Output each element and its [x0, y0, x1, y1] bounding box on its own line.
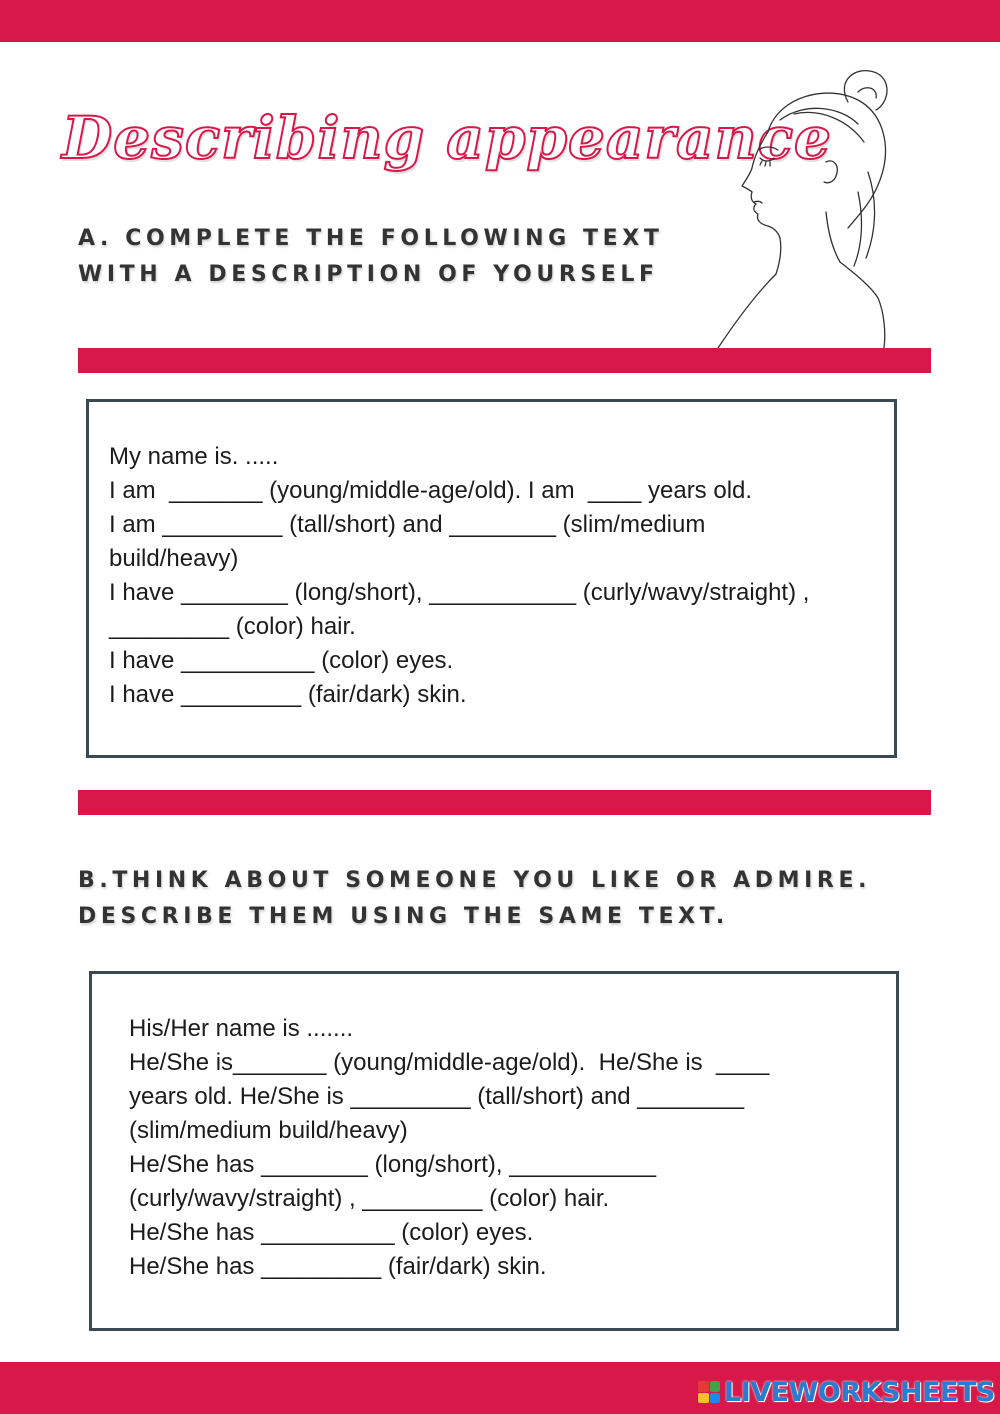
divider-band-1 [78, 348, 931, 373]
divider-band-2 [78, 790, 931, 815]
section-a-line: build/heavy) [109, 545, 239, 572]
section-b-line: He/She has _________ (fair/dark) skin. [129, 1253, 547, 1280]
section-b-line: He/She is_______ (young/middle-age/old). He/She is ____ [129, 1049, 770, 1076]
section-a-line: I have __________ (color) eyes. [109, 647, 454, 674]
section-a-line: I have _________ (fair/dark) skin. [109, 681, 467, 708]
section-a-heading-line1: A. COMPLETE THE FOLLOWING TEXT [78, 226, 664, 251]
section-a-line: My name is. ..... [109, 443, 279, 470]
section-b-line: (curly/wavy/straight) , _________ (color) hair. [129, 1185, 610, 1212]
liveworksheets-logo-text: LIVEWORKSHEETS [724, 1376, 995, 1408]
section-a-line: I have ________ (long/short), ___________ (curly/wavy/straight) , [109, 579, 810, 606]
top-band [0, 0, 1000, 42]
section-a-heading [78, 221, 663, 293]
section-b-line: (slim/medium build/heavy) [129, 1117, 408, 1144]
section-a-text-box [86, 399, 897, 758]
page-title: Describing appearance [62, 104, 832, 172]
section-b-line: His/Her name is ....... [129, 1015, 354, 1042]
liveworksheets-logo-icon [698, 1381, 720, 1403]
section-b-heading-line1: B.THINK ABOUT SOMEONE YOU LIKE OR ADMIRE. [78, 868, 872, 893]
section-a-line: _________ (color) hair. [109, 613, 356, 640]
section-b-text-box [89, 971, 899, 1331]
section-b-line: He/She has __________ (color) eyes. [129, 1219, 534, 1246]
section-b-line: He/She has ________ (long/short), ___________ [129, 1151, 657, 1178]
liveworksheets-logo[interactable] [698, 1377, 995, 1407]
section-a-heading-line2: WITH A DESCRIPTION OF YOURSELF [78, 262, 659, 287]
section-b-heading [78, 863, 871, 935]
section-b-heading-line2: DESCRIBE THEM USING THE SAME TEXT. [78, 904, 729, 929]
section-a-line: I am _______ (young/middle-age/old). I am ____ years old. [109, 477, 753, 504]
section-a-line: I am _________ (tall/short) and ________ (slim/medium [109, 511, 706, 538]
section-b-line: years old. He/She is _________ (tall/short) and ________ [129, 1083, 745, 1110]
woman-portrait-illustration [708, 62, 908, 352]
